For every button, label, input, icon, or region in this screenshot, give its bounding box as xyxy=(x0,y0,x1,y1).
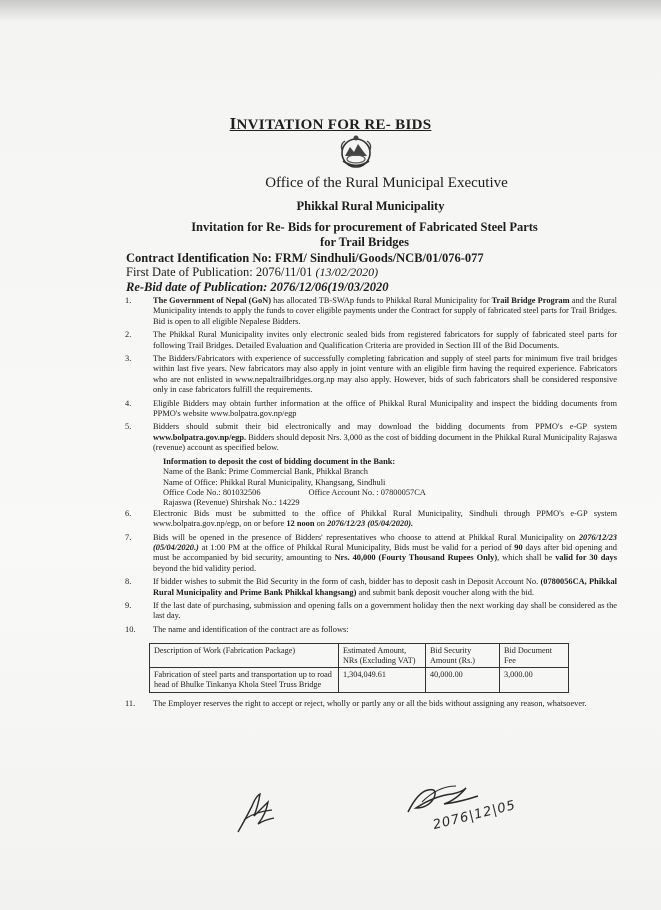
clause-text-run: and submit bank deposit voucher along with the bid. xyxy=(356,587,535,597)
table-cell: 3,000.00 xyxy=(500,668,569,692)
table-cell: 40,000.00 xyxy=(426,668,500,692)
clause-text-run: has allocated TB-SWAp funds to Phikkal Rural Municipality for xyxy=(270,296,492,305)
clause-item xyxy=(125,601,617,622)
clause-text xyxy=(153,601,617,622)
clause-text-run: Trail Bridge Program xyxy=(491,296,570,305)
clause-text-run: Eligible Bidders may obtain further information at the office of Phikkal Rural Municipality and inspect the bidding documents from PPMO's website www.bolpatra.gov.np/egp xyxy=(153,398,617,419)
table-header-cell: Bid Document Fee xyxy=(500,644,569,668)
handwritten-date: 2076|12|05 xyxy=(431,797,518,834)
clause-number: 3. xyxy=(125,354,132,364)
page-title: INVITATION FOR RE- BIDS xyxy=(229,114,432,133)
table-header-cell: Estimated Amount, NRs (Excluding VAT) xyxy=(339,644,426,668)
clause-text-run: Bids will be opened in the presence of Bidders' representatives who choose to attend at Phikkal Rural Municipality on xyxy=(153,532,579,542)
clause-text-run: Bidders should submit their bid electronically and may download the bidding documents from PPMO's e-GP system xyxy=(153,422,617,432)
clause-number: 6. xyxy=(125,508,132,518)
clause-text-run: The name and identification of the contract are as follows: xyxy=(153,624,349,634)
office-code: Office Code No.: 801032506 Office Account No. : 07800057CA xyxy=(163,487,426,497)
clause-number: 8. xyxy=(125,577,132,587)
clause-item xyxy=(125,533,617,575)
contract-table-wrap xyxy=(149,643,617,692)
clause-text-run: The Phikkal Rural Municipality invites only electronic sealed bids from registered fabricators for supply of fabricated steel parts for following Trail Bridges. Detailed Evaluation and Qualification Criteria are provided in Section III of the Bid Documents. xyxy=(153,330,617,350)
clause-text-run: If the last date of purchasing, submission and opening falls on a government holiday then the next working day shall be considered as the last day. xyxy=(153,600,617,621)
clause-text xyxy=(153,399,617,420)
table-cell: Fabrication of steel parts and transportation up to road head of Bhulke Tinkanya Khola Steel Truss Bridge xyxy=(150,668,339,692)
clause-text-run: beyond the bid validity period. xyxy=(153,563,257,573)
signature-icon xyxy=(234,790,278,836)
scan-shadow xyxy=(0,0,661,22)
office-name-bank: Name of Office: Phikkal Rural Municipality, Khangsang, Sindhuli xyxy=(163,477,386,487)
clause-number: 5. xyxy=(125,422,132,432)
clause-text-run: (0780056CA, Phikkal Rural Municipality and Prime Bank Phikkal khangsang) xyxy=(153,577,617,597)
clause-number: 11. xyxy=(125,698,136,708)
clause-text-run: Nrs. 40,000 (Fourty Thousand Rupees Only) xyxy=(334,553,498,563)
office-name: Office of the Rural Municipal Executive xyxy=(265,175,508,191)
clause-number: 9. xyxy=(125,600,132,610)
contract-table xyxy=(149,643,569,692)
clause-text xyxy=(153,330,617,351)
clause-number: 7. xyxy=(125,532,132,542)
clause-text-run: 2076/12/23 (05/04/2020). xyxy=(327,519,414,529)
clause-text xyxy=(153,577,617,598)
clause-item xyxy=(125,422,617,453)
clause-text-run: Electronic Bids must be submitted to the office of Phikkal Rural Municipality, Sindhuli through PPMO's e-GP system www.bolpatra.gov.np/egp, on or before xyxy=(153,508,617,529)
rebid-publication-date: Re-Bid date of Publication: 2076/12/06(19/03/2020 xyxy=(126,280,389,294)
clause-list xyxy=(125,296,617,712)
clause-text-run: Bidders should deposit Nrs. 3,000 as the cost of bidding document in the Phikkal Rural Municipality Rajaswa (revenue) account as specified below. xyxy=(153,432,617,453)
clause-text xyxy=(153,533,617,575)
clause-item xyxy=(125,509,617,530)
clause-text-run: 90 xyxy=(514,542,523,552)
bank-details xyxy=(163,457,617,509)
clause-item xyxy=(125,577,617,598)
first-publication-date: First Date of Publication: 2076/11/01 (13/02/2020) xyxy=(126,265,379,279)
clause-number: 1. xyxy=(125,296,132,305)
bank-details-heading: Information to deposit the cost of bidding document in the Bank: xyxy=(163,456,396,466)
table-header-cell: Bid Security Amount (Rs.) xyxy=(426,644,500,668)
table-cell: 1,304,049.61 xyxy=(339,668,426,692)
clause-number: 2. xyxy=(125,330,132,340)
rajaswa-code: Rajaswa (Revenue) Shirshak No.: 14229 xyxy=(163,498,300,508)
table-header-row xyxy=(150,644,569,668)
clause-text-run: days after bid opening and must be accompanied by bid security, amounting to xyxy=(153,542,617,563)
table-header-cell: Description of Work (Fabrication Package) xyxy=(150,644,339,668)
clause-text xyxy=(153,354,617,396)
clause-text xyxy=(153,296,617,327)
clause-text-run: 2076/12/23 (05/04/2020.) xyxy=(153,532,617,552)
clause-text-run: The Bidders/Fabricators with experience of successfully completing fabrication and supply of steel parts for minimum five trail bridges within last five years. New fabricators may also apply in joint venture with an eligible firm having the required experience. Fabricators who are not enlisted in www.nepaltrailbridges.org.np may also apply. However, bids of such fabricators shall be considered responsive only in case fabricators fulfill the requirements. xyxy=(153,354,617,395)
contract-identification: Contract Identification No: FRM/ Sindhuli/Goods/NCB/01/076-077 xyxy=(126,251,484,265)
clause-item xyxy=(125,625,617,635)
clause-text xyxy=(153,422,617,453)
clause-text-run: The Employer reserves the right to accept or reject, wholly or partly any or all the bids without assigning any reason, whatsoever. xyxy=(153,698,587,708)
clause-text-run: www.bolpatra.gov.np/egp. xyxy=(153,432,247,442)
clause-item xyxy=(125,330,617,351)
clause-item xyxy=(125,399,617,420)
bank-name: Name of the Bank: Prime Commercial Bank, Phikkal Branch xyxy=(163,467,368,477)
clause-item xyxy=(125,354,617,396)
clause-text-run: valid for 30 days xyxy=(555,553,617,563)
clause-text xyxy=(153,509,617,530)
clause-number: 4. xyxy=(125,398,132,408)
clause-text-run: If bidder wishes to submit the Bid Security in the form of cash, bidder has to deposit cash in Deposit Account No. xyxy=(153,577,541,587)
clause-number: 10. xyxy=(125,624,136,634)
clause-text-run: on xyxy=(314,519,328,529)
municipality-name: Phikkal Rural Municipality xyxy=(296,199,445,213)
invitation-heading-line2: for Trail Bridges xyxy=(320,235,409,249)
clause-item xyxy=(125,699,617,709)
clause-text xyxy=(153,625,617,635)
clause-text-run: 12 noon xyxy=(286,519,315,529)
clause-item xyxy=(125,296,617,327)
clause-text-run: The Government of Nepal (GoN) xyxy=(153,296,271,305)
clause-text-run: and the Rural Municipality intends to apply the funds to cover eligible payments under the Contract for supply of fabricated steel parts for Trail Bridges. Bid is open to all eligible Nepalese Bidders. xyxy=(153,296,618,326)
nepal-emblem-icon xyxy=(339,134,373,170)
invitation-heading-line1: Invitation for Re- Bids for procurement of Fabricated Steel Parts xyxy=(191,220,538,234)
clause-text-run: at 1:00 PM at the office of Phikkal Rural Municipality, Bids must be valid for a period of xyxy=(198,542,515,552)
clause-text xyxy=(153,699,617,709)
clause-text-run: , which shall be xyxy=(497,553,556,563)
table-row xyxy=(150,668,569,692)
